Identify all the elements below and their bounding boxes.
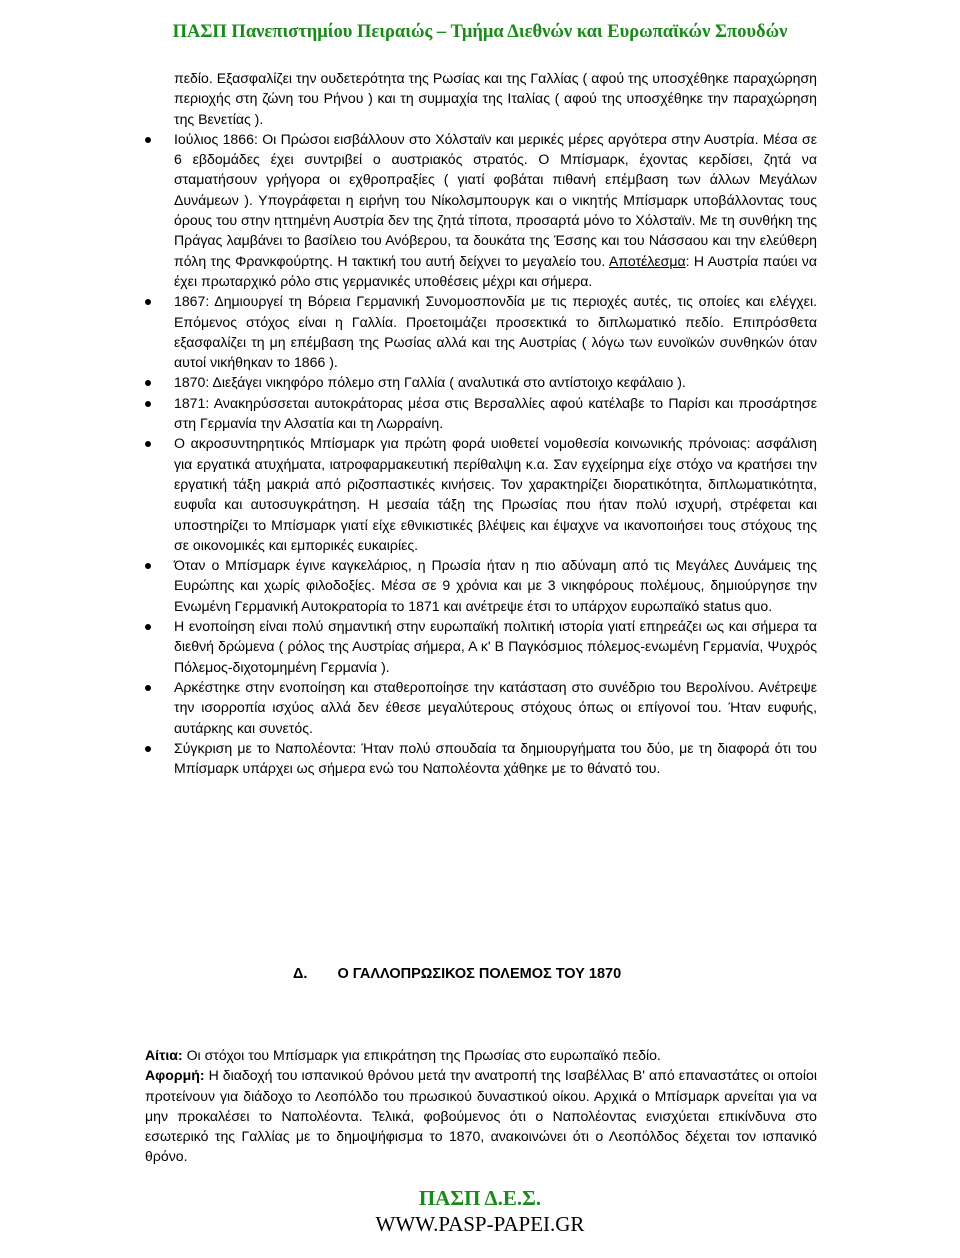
page-header: ΠΑΣΠ Πανεπιστημίου Πειραιώς – Τμήμα Διεθνών και Ευρωπαϊκών Σπουδών (172, 22, 788, 42)
occasion-text: Η διαδοχή του ισπανικού θρόνου μετά την ανατροπή της Ισαβέλλας Β' από επαναστάτες οι οποίοι προτείνουν για διάδοχο το Λεοπόλδο του πρωσικού δυναστικού οίκου. Αρχικά ο Μπίσμαρκ αρνείται για να μην προκαλέσει το Ναπολέοντα. Τελικά, φοβούμενος ότι ο Ναπολέοντας ενισχύεται επικίνδυνα στο εσωτερικό της Γαλλίας με το δημοψήφισμα το 1870, ανακοινώνει ότι ο Λεοπόλδος δέχεται τον ισπανικό θρόνο. (145, 1067, 817, 1165)
occasion-paragraph (145, 1065, 817, 1166)
main-content (145, 68, 817, 778)
bullet-text: Όταν ο Μπίσμαρκ έγινε καγκελάριος, η Πρωσία ήταν η πιο αδύναμη από τις Μεγάλες Δυνάμεις της Ευρώπης και χωρίς φιλοδοξίες. Μέσα σε 9 χρόνια και με 3 νικηφόρους πολέμους, δημιούργησε την Ενωμένη Γερμανική Αυτοκρατορία το 1871 και ανέτρεψε έτσι το υπάρχον ευρωπαϊκό status quo. (174, 557, 817, 614)
bullet-text: Σύγκριση με το Ναπολέοντα: Ήταν πολύ σπουδαία τα δημιουργήματα του δύο, με τη διαφορά ότι του Μπίσμαρκ υπάρχει ως σήμερα ενώ του Ναπολέοντα χάθηκε με το θάνατό του. (174, 739, 817, 777)
bullet-text: 1871: Ανακηρύσσεται αυτοκράτορας μέσα στις Βερσαλλίες αφού κατέλαβε το Παρίσι και προσάρτησε στη Γερμανία την Αλσατία και τη Λωρραίνη. (174, 394, 817, 432)
bullet-dot-icon (145, 441, 151, 447)
bullet-dot-icon (145, 380, 151, 386)
causes-label: Αίτια: (145, 1047, 183, 1063)
bullet-text: Ο ακροσυντηρητικός Μπίσμαρκ για πρώτη φορά υιοθετεί νομοθεσία κοινωνικής πρόνοιας: ασφάλιση για εργατικά ατυχήματα, ιατροφαρμακευτική περίθαλψη κ.α. Σαν εγχείρημα είχε στόχο να κρατήσει την εργατική τάξη μακριά από ριζοσπαστικές κινήσεις. Τον χαρακτηρίζει διορατικότητα, διπλωματικότητα, ευφυΐα και αυτοσυγκράτηση. Η μεσαία τάξη της Πρωσίας που ήταν πολύ ισχυρή, στρέφεται και υποστηρίζει το Μπίσμαρκ γιατί είχε εθνικιστικές βλέψεις και έψαχνε να ικανοποιήσει τους στόχους της σε οικονομικές και εμπορικές ευκαιρίες. (174, 435, 817, 553)
bullet-item-6 (145, 555, 817, 616)
result-label: Αποτέλεσμα (608, 252, 686, 269)
bullet-dot-icon (145, 401, 151, 407)
bullet-item-8 (145, 677, 817, 738)
bullet-item-1 (145, 129, 817, 291)
bullet-text: 1867: Δημιουργεί τη Βόρεια Γερμανική Συνομοσπονδία με τις περιοχές αυτές, τις οποίες και ελέγχει. Επόμενος στόχος είναι η Γαλλία. Προετοιμάζει προσεκτικά το διπλωματικό πεδίο. Επιπρόσθετα εξασφαλίζει τη μη επέμβαση της Ρωσίας αλλά και της Αυστρίας ( λόγω των ευνοϊκών συνθηκών όταν αυτοί νικήθηκαν το 1866 ). (174, 293, 817, 371)
bullet-dot-icon (145, 299, 151, 305)
causes-paragraph (145, 1045, 817, 1065)
bullet-item-2 (145, 291, 817, 372)
bullet-text: Η ενοποίηση είναι πολύ σημαντική στην ευρωπαϊκή πολιτική ιστορία γιατί επηρεάζει ως και σήμερα τα διεθνή δρώμενα ( ρόλος της Αυστρίας σήμερα, Α κ' Β Παγκόσμιος πόλεμος-ενωμένη Γερμανία, Ψυχρός Πόλεμος-διχοτομημένη Γερμανία ). (174, 618, 817, 675)
bullet-text-post: : Η Αυστρία παύει να έχει πρωταρχικό ρόλο στις γερμανικές υποθέσεις μέχρι και σήμερα. (174, 252, 818, 289)
causes-text: Οι στόχοι του Μπίσμαρκ για επικράτηση της Πρωσίας στο ευρωπαϊκό πεδίο. (182, 1047, 661, 1063)
intro-paragraph: πεδίο. Εξασφαλίζει την ουδετερότητα της Ρωσίας και της Γαλλίας ( αφού της υποσχέθηκε παραχώρηση περιοχής στη ζώνη του Ρήνου ) και τη συμμαχία της Ιταλίας ( αφού της υποσχέθηκε την παραχώρηση της Βενετίας ). (174, 70, 817, 127)
bullet-item-4 (145, 393, 817, 434)
bullet-dot-icon (145, 746, 151, 752)
section-letter: Δ. (293, 966, 308, 982)
causes-block (145, 1045, 817, 1167)
section-title-text: Ο ΓΑΛΛΟΠΡΩΣΙΚΟΣ ΠΟΛΕΜΟΣ ΤΟΥ 1870 (337, 966, 622, 982)
bullet-text: Ιούλιος 1866: Οι Πρώσοι εισβάλλουν στο Χόλσταϊν και μερικές μέρες αργότερα στην Αυστρία. Μέσα σε 6 εβδομάδες έχει συντριβεί ο αυστριακός στρατός. Ο Μπίσμαρκ, έχοντας κερδίσει, ζητά να σταματήσουν γρήγορα οι εχθροπραξίες ( γιατί φοβάται πιθανή επέμβαση των άλλων Μεγάλων Δυνάμεων ). Υπογράφεται η ειρήνη του Νίκολσμπουργκ και ο νικητής Μπίσμαρκ υποβάλλοντας τους όρους του στην ηττημένη Αυστρία δεν της ζητά τίποτα, προσαρτά μόνο το Χόλσταϊν. Με τη συνθήκη της Πράγας λαμβάνει το βασίλειο του Ανόβερου, τα δουκάτα της Έσσης και του Νάσσαου και την ελεύθερη πόλη της Φρανκφούρτης. Η τακτική του αυτή δείχνει το μεγαλείο του. (174, 130, 817, 269)
bullet-text: 1870: Διεξάγει νικηφόρο πόλεμο στη Γαλλία ( αναλυτικά στο αντίστοιχο κεφάλαιο ). (174, 374, 686, 391)
bullet-dot-icon (145, 685, 151, 691)
bullet-item-5 (145, 433, 817, 555)
section-heading (293, 966, 621, 982)
occasion-label: Αφορμή: (145, 1067, 205, 1084)
bullet-dot-icon (145, 624, 151, 630)
bullet-text: Αρκέστηκε στην ενοποίηση και σταθεροποίησε την κατάσταση στο συνέδριο του Βερολίνου. Ανέτρεψε την ισορροπία ισχύος αλλά δεν έθεσε μεγαλύτερους στόχους όπως οι επίγονοί του. Ήταν ευφυής, αυτάρκης και συνετός. (174, 678, 817, 736)
bullet-item-7 (145, 616, 817, 677)
bullet-dot-icon (145, 137, 151, 143)
footer-url: WWW.PASP-PAPEI.GR (375, 1212, 585, 1236)
footer-org: ΠΑΣΠ Δ.Ε.Σ. (418, 1186, 542, 1210)
bullet-dot-icon (145, 563, 151, 569)
bullet-item-3 (145, 372, 817, 392)
bullet-item-9 (145, 738, 817, 779)
